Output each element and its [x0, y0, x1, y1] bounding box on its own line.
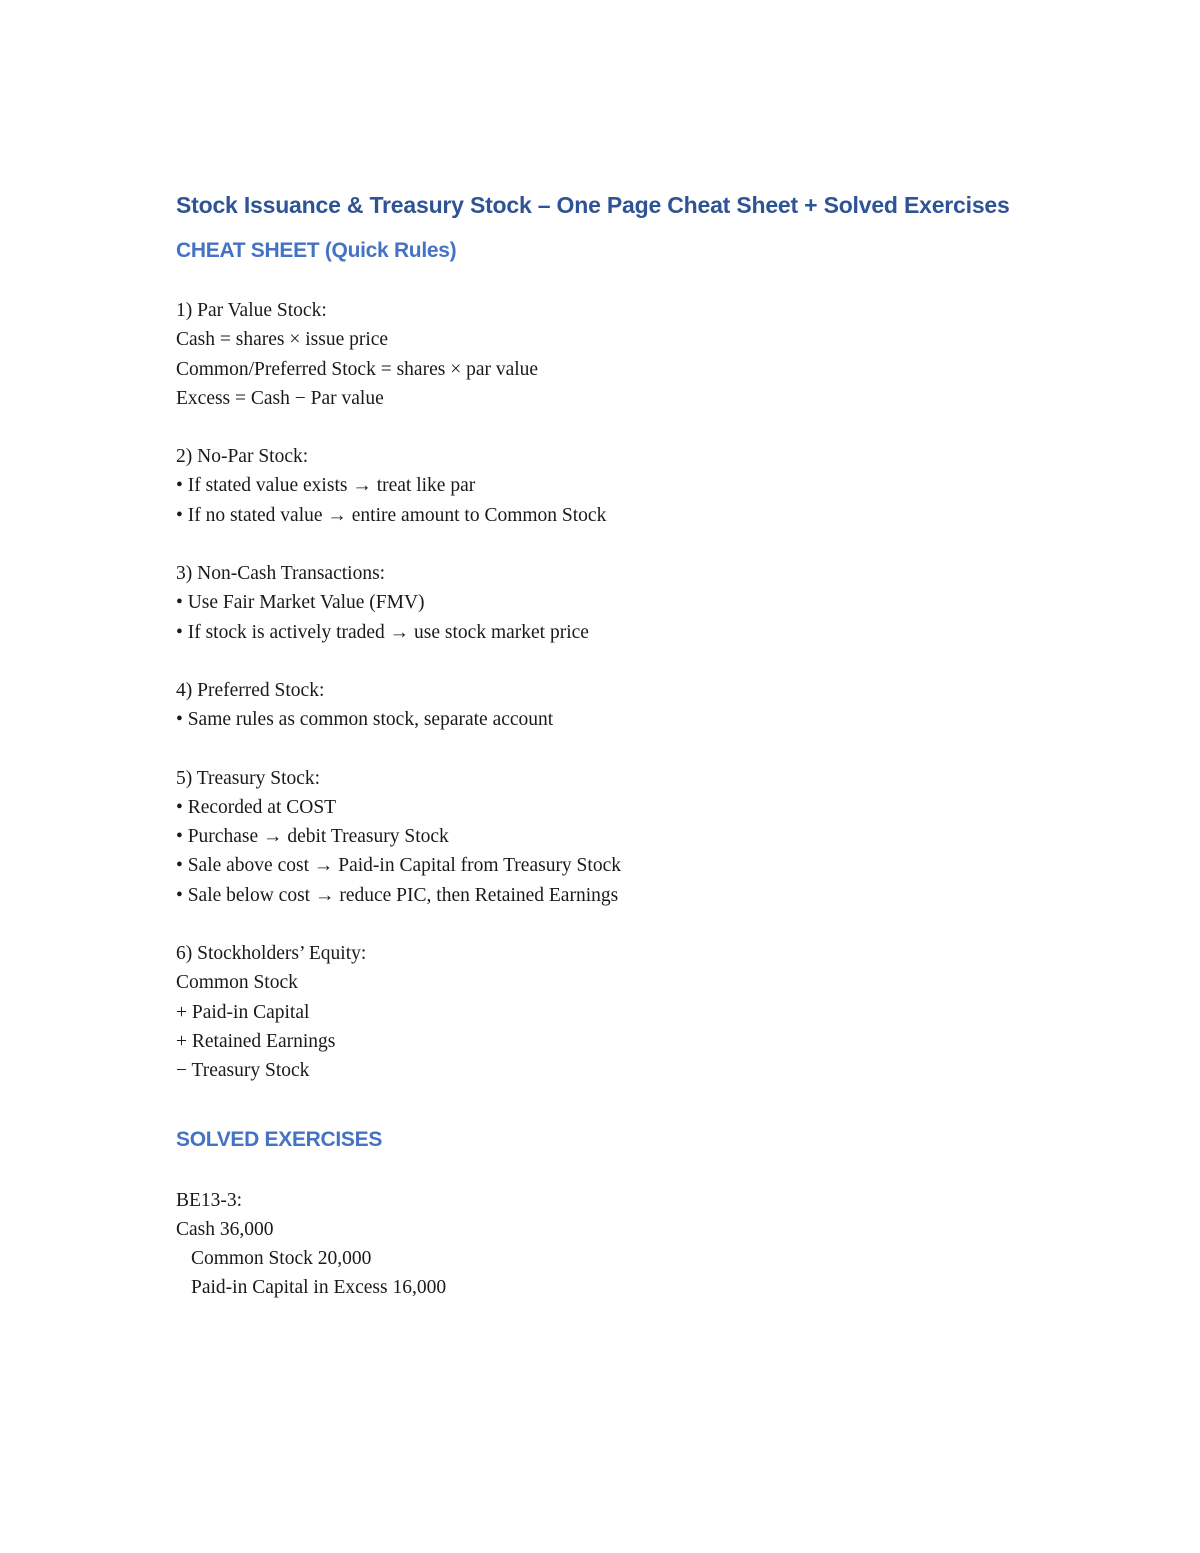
section-stockholders-equity: [176, 939, 1056, 1085]
rule-line: Common/Preferred Stock = shares × par value: [176, 358, 539, 380]
rule-line: • Use Fair Market Value (FMV): [176, 592, 425, 614]
rule-line: + Retained Earnings: [176, 1030, 336, 1052]
section-non-cash-transactions: [176, 559, 1056, 647]
cheat-sheet-sections: [176, 296, 1056, 1086]
journal-credit-line: Paid-in Capital in Excess 16,000: [191, 1277, 447, 1299]
document-content: [176, 186, 1056, 1303]
rule-line: Common Stock: [176, 972, 298, 994]
section-par-value-stock: [176, 296, 1056, 413]
rule-line: + Paid-in Capital: [176, 1001, 310, 1023]
section-heading: 4) Preferred Stock:: [176, 679, 325, 701]
section-heading: 2) No-Par Stock:: [176, 446, 309, 468]
rule-line: • If no stated value → entire amount to Common Stock: [176, 504, 607, 526]
rule-line: • If stock is actively traded → use stock market price: [176, 621, 589, 643]
section-no-par-stock: [176, 442, 1056, 530]
section-preferred-stock: [176, 676, 1056, 735]
section-heading: 3) Non-Cash Transactions:: [176, 563, 386, 585]
journal-debit-line: Cash 36,000: [176, 1218, 274, 1240]
section-heading: 5) Treasury Stock:: [176, 767, 321, 789]
rule-line: Cash = shares × issue price: [176, 329, 389, 351]
rule-line: • Sale below cost → reduce PIC, then Retained Earnings: [176, 884, 619, 906]
rule-line: • Purchase → debit Treasury Stock: [176, 826, 449, 848]
section-heading: 1) Par Value Stock:: [176, 300, 327, 321]
rule-line: − Treasury Stock: [176, 1060, 310, 1082]
rule-line: • If stated value exists → treat like par: [176, 475, 476, 497]
section-treasury-stock: [176, 764, 1056, 910]
solved-exercises-heading: SOLVED EXERCISES: [176, 1127, 383, 1151]
cheat-sheet-heading: CHEAT SHEET (Quick Rules): [176, 239, 457, 262]
rule-line: • Recorded at COST: [176, 796, 337, 818]
rule-line: • Same rules as common stock, separate account: [176, 709, 554, 731]
exercise-label: BE13-3:: [176, 1189, 243, 1211]
document-title: Stock Issuance & Treasury Stock – One Page Cheat Sheet + Solved Exercises: [176, 192, 1010, 218]
rule-line: Excess = Cash − Par value: [176, 387, 384, 409]
section-heading: 6) Stockholders’ Equity:: [176, 943, 367, 965]
journal-credit-line: Common Stock 20,000: [191, 1248, 372, 1270]
exercise-be13-3: [176, 1186, 1056, 1303]
rule-line: • Sale above cost → Paid-in Capital from Treasury Stock: [176, 855, 621, 877]
